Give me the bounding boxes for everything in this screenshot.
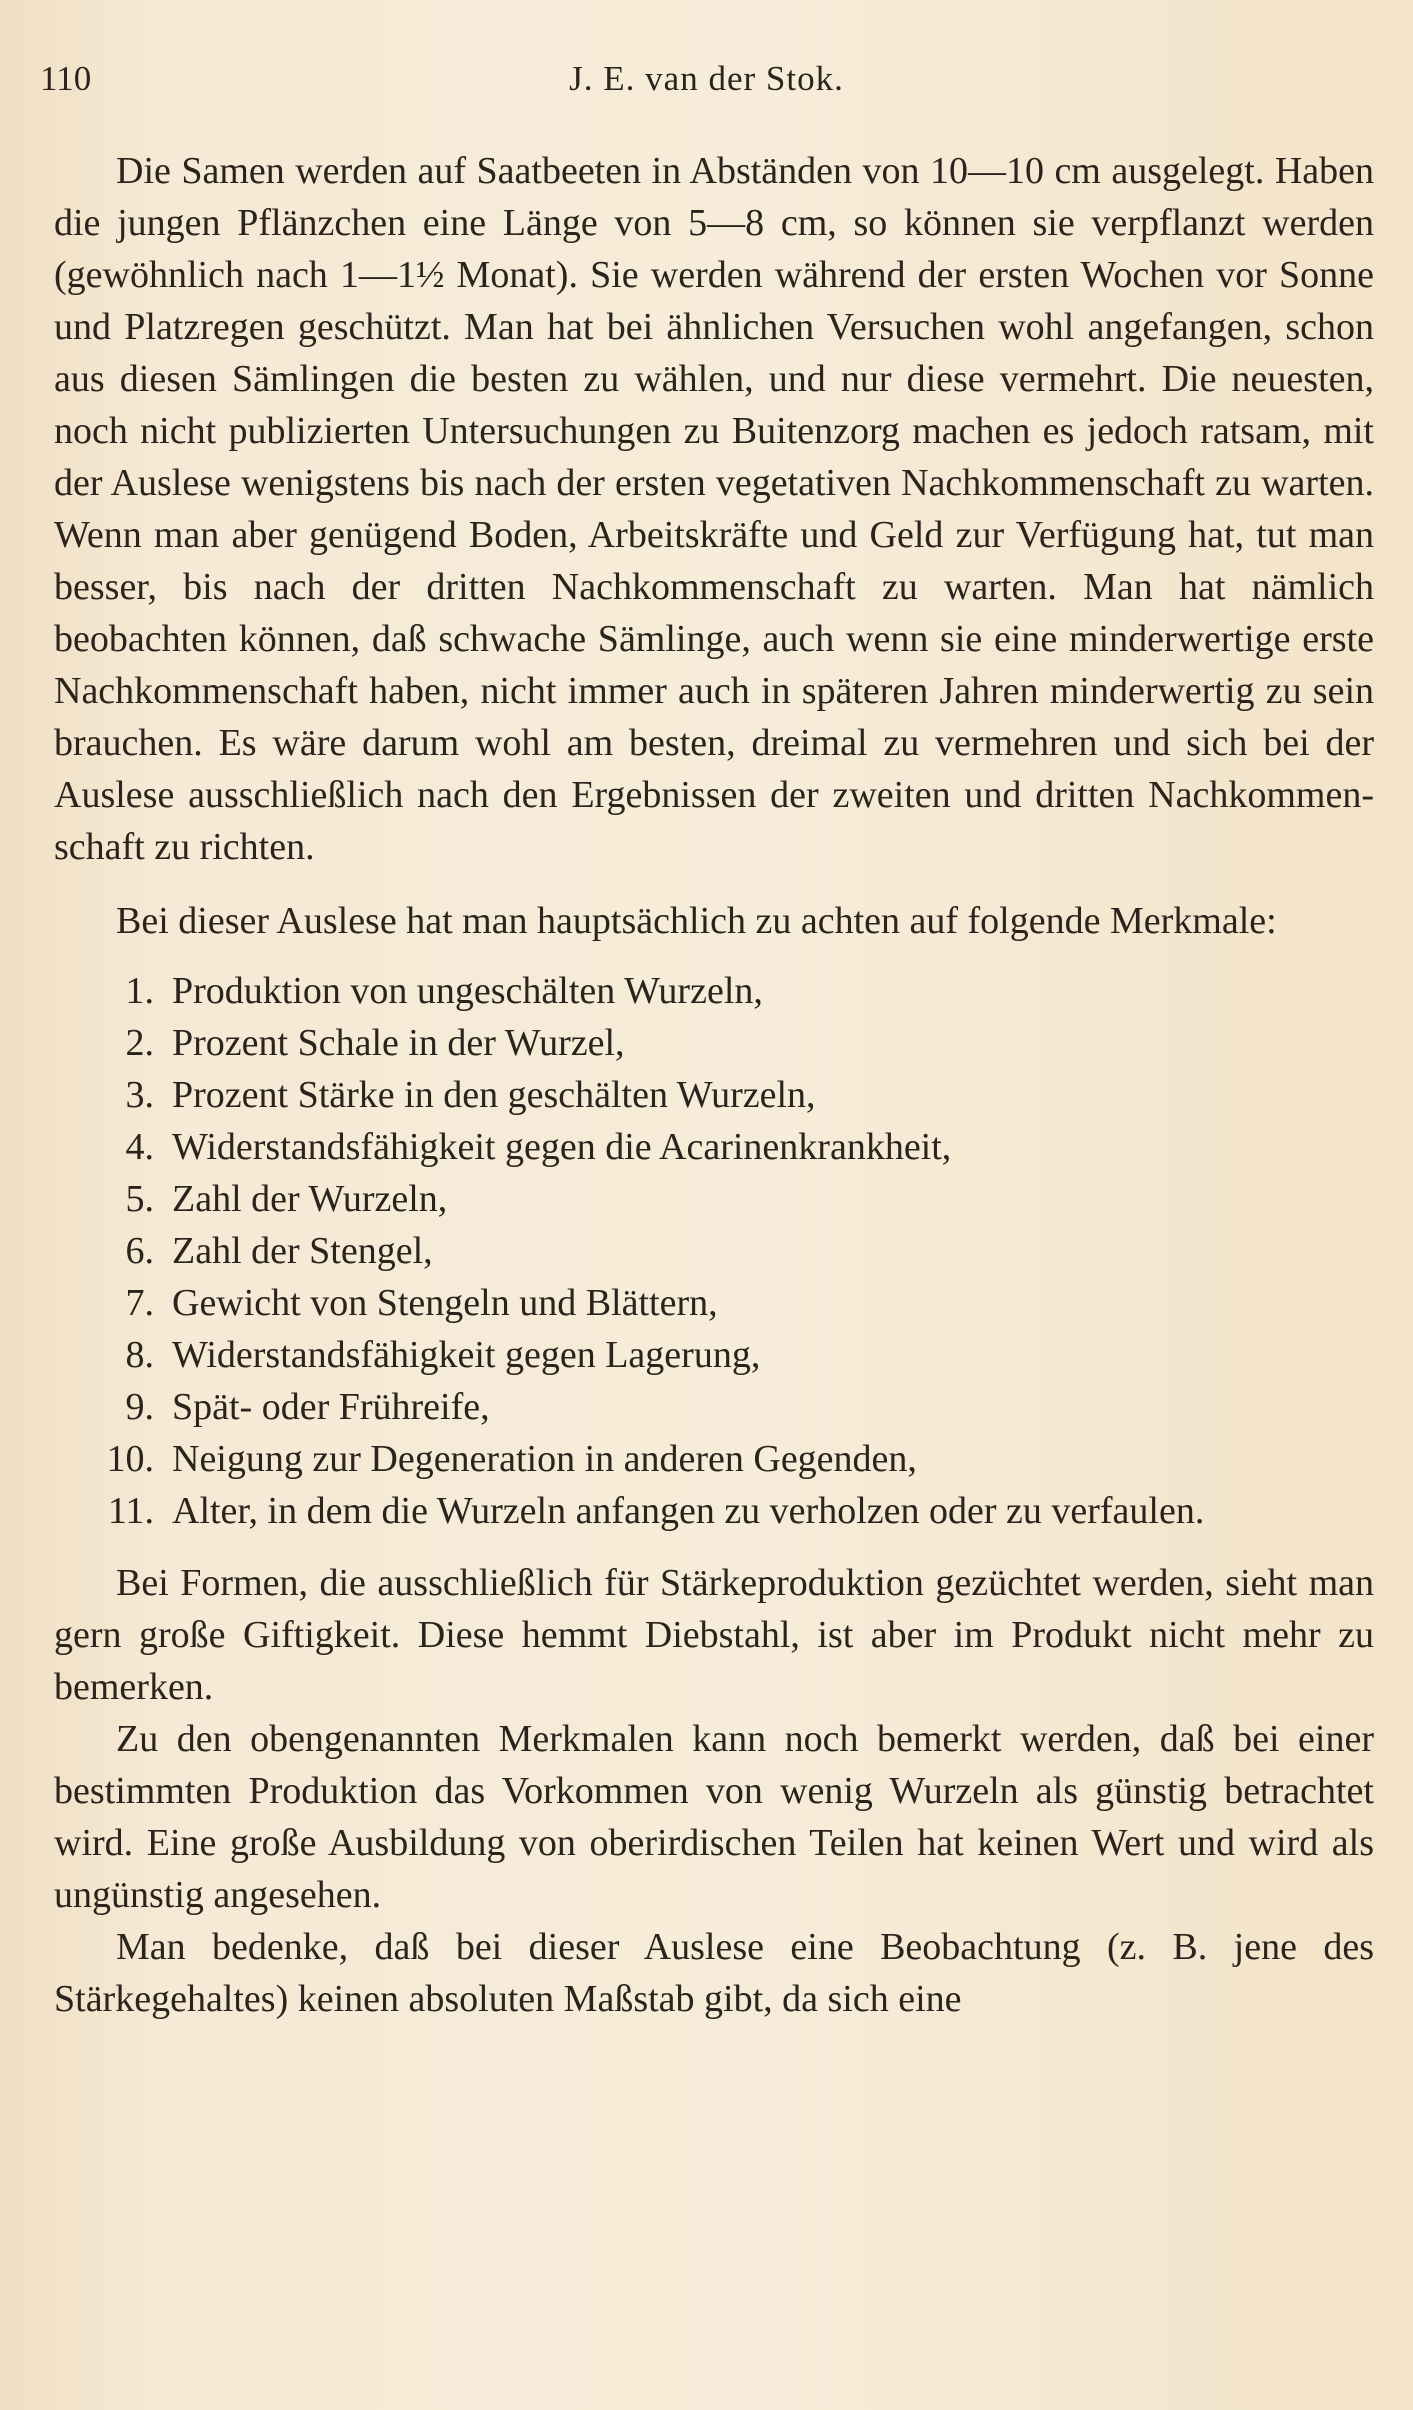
list-item [54,965,1374,1017]
paragraph-toxicity: Bei Formen, die ausschließlich für Stärkeproduktion gezüchtet werden, sieht man gern große Giftigkeit. Diese hemmt Diebstahl, ist aber im Produkt nicht mehr zu bemerken. [54,1562,1374,1708]
list-text: Spät- oder Frühreife, [172,1386,490,1428]
criteria-list [54,965,1374,1537]
list-item [54,1069,1374,1121]
list-text: Zahl der Stengel, [172,1230,433,1272]
list-number: 8. [125,1334,154,1376]
list-item [54,1017,1374,1069]
paragraph-measurement: Man bedenke, daß bei dieser Auslese eine Beobachtung (z. B. jene des Stärkegehaltes) keinen absoluten Maßstab gibt, da sich eine [54,1926,1374,2020]
list-text: Neigung zur Degeneration in anderen Gegenden, [172,1438,917,1480]
paragraph-sowing: Die Samen werden auf Saatbeeten in Abständen von 10—10 cm ausgelegt. Haben die jungen Pflänzchen eine Länge von 5—8 cm, so können sie verpflanzt werden (gewöhnlich nach 1—1½ Monat). Sie werden während der ersten Wochen vor Sonne und Platzregen geschützt. Man hat bei ähnlichen Versuchen wohl angefangen, schon aus diesen Sämlingen die besten zu wählen, und nur diese vermehrt. Die neuesten, noch nicht publizierten Untersuchungen zu Buitenzorg machen es jedoch ratsam, mit der Auslese wenigstens bis nach der ersten vegetativen Nachkommenschaft zu warten. Wenn man aber genügend Boden, Arbeitskräfte und Geld zur Verfügung hat, tut man besser, bis nach der dritten Nachkommenschaft zu warten. Man hat nämlich beobachten können, daß schwache Sämlinge, auch wenn sie eine minderwertige erste Nachkommenschaft haben, nicht immer auch in späteren Jahren minderwertig zu sein brauchen. Es wäre darum wohl am besten, dreimal zu vermehren und sich bei der Auslese ausschließlich nach den Ergebnissen der zweiten und dritten Nachkommenschaft zu richten. [54,150,1374,868]
list-item [54,1381,1374,1433]
list-text: Zahl der Wurzeln, [172,1178,448,1220]
list-number: 2. [125,1022,154,1064]
list-text: Prozent Stärke in den geschälten Wurzeln, [172,1074,816,1116]
list-item [54,1173,1374,1225]
list-number: 7. [125,1282,154,1324]
list-item [54,1121,1374,1173]
list-number: 10. [106,1438,154,1480]
list-item [54,1277,1374,1329]
list-item [54,1225,1374,1277]
list-number: 9. [125,1386,154,1428]
page-header [40,52,1373,106]
list-text: Alter, in dem die Wurzeln anfangen zu verholzen oder zu verfaulen. [172,1490,1205,1532]
page-number: 110 [40,59,92,98]
list-number: 3. [125,1074,154,1116]
running-head: J. E. van der Stok. [569,59,844,98]
list-text: Widerstandsfähigkeit gegen Lagerung, [172,1334,761,1376]
body-text [54,145,1374,2025]
list-number: 6. [125,1230,154,1272]
list-text: Gewicht von Stengeln und Blättern, [172,1282,718,1324]
list-text: Widerstandsfähigkeit gegen die Acarinenkrankheit, [172,1126,952,1168]
list-item [54,1485,1374,1537]
list-item [54,1329,1374,1381]
list-text: Produktion von ungeschälten Wurzeln, [172,970,763,1012]
list-text: Prozent Schale in der Wurzel, [172,1022,625,1064]
list-number: 4. [125,1126,154,1168]
paragraph-selection-intro: Bei dieser Auslese hat man hauptsächlich zu achten auf folgende Merkmale: [116,900,1277,942]
paragraph-root-count: Zu den obengenannten Merkmalen kann noch bemerkt werden, daß bei einer bestimmten Produktion das Vorkommen von wenig Wurzeln als günstig betrachtet wird. Eine große Ausbildung von oberirdischen Teilen hat keinen Wert und wird als ungünstig angesehen. [54,1718,1374,1916]
list-number: 1. [125,970,154,1012]
list-number: 5. [125,1178,154,1220]
list-item [54,1433,1374,1485]
list-number: 11. [107,1490,154,1532]
